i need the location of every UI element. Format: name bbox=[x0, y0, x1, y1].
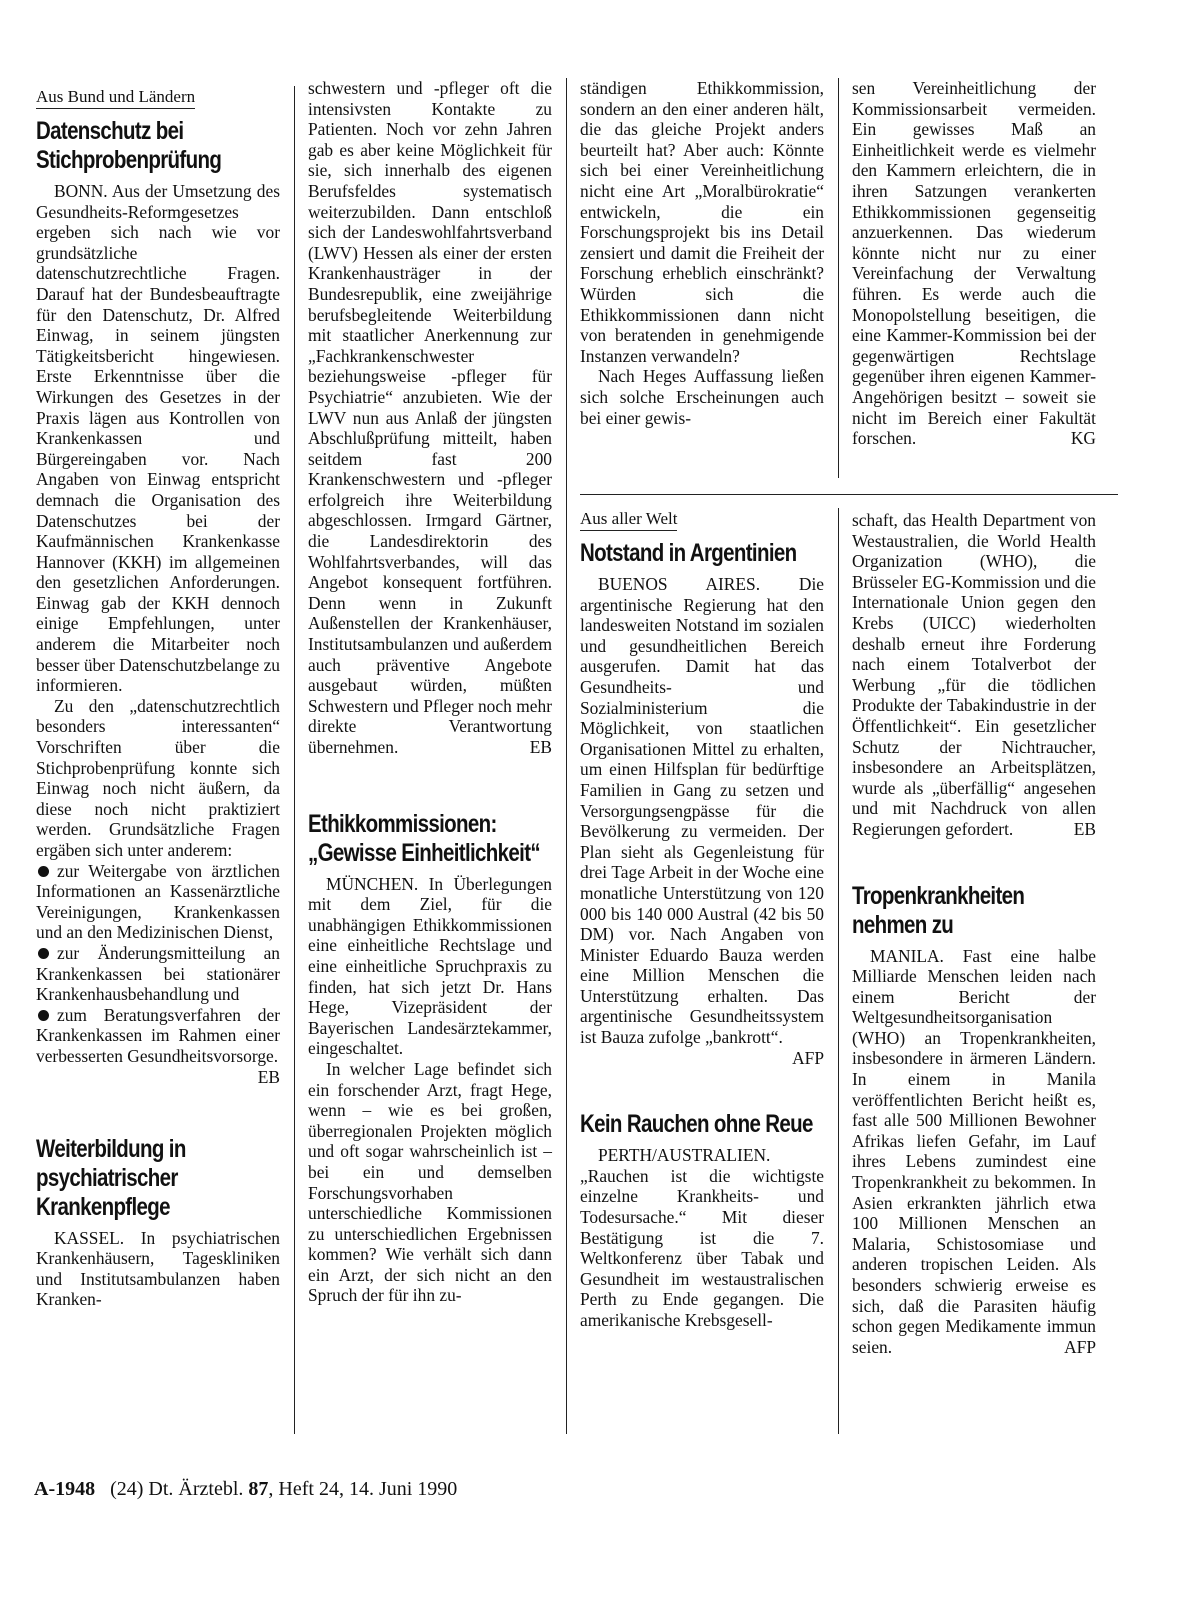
article-paragraph: ständigen Ethikkommission, sondern an den einer anderen hält, die das gleiche Projekt anders beurteilt hat? Aber auch: Könnte sich bei einer Vereinheitlichung nicht eine Art „Moralbürokratie“ entwickeln, die ein Forschungsprojekt bis ins Detail zensiert und damit die Freiheit der Forschung erheblich einschränkt? Würden sich die Ethikkommissionen dann nicht von beratenden in genehmigende Instanzen verwandeln? bbox=[580, 78, 824, 366]
article-paragraph: sen Vereinheitlichung der Kommissionsarbeit vermeiden. Ein gewisses Maß an Einheitlichkeit werde es vielmehr den Kammern erleichtern, die in ihren Satzungen verankerten Ethikkommissionen gegenseitig anzuerkennen. Das wiederum könnte nicht nur zu einer Vereinfachung der Verwaltung führen. Es werde auch die Monopolstellung beseitigen, die eine Kammer-Kommission bei der gegenwärtigen Rechtslage gegenüber ihren eigenen Kammer-Angehörigen besitzt – soweit sie nicht im Bereich einer Fakultät forschen. KG bbox=[852, 78, 1096, 449]
author-signature: AFP bbox=[792, 1047, 824, 1068]
article-paragraph: PERTH/AUSTRALIEN. „Rauchen ist die wichtigste einzelne Krankheits- und Todesursache.“ Mit dieser Bestätigung ist die 7. Weltkonferenz über Tabak und Gesundheit im westaustralischen Perth zu Ende gegangen. Die amerikanische Krebsgesell- bbox=[580, 1145, 824, 1330]
column-4 bbox=[852, 78, 1096, 449]
section-divider bbox=[580, 494, 1118, 495]
article-paragraph: KASSEL. In psychiatrischen Krankenhäusern, Tageskliniken und Institutsambulanzen haben Kranken- bbox=[36, 1227, 280, 1310]
page-number: A-1948 bbox=[34, 1478, 96, 1500]
author-signature: EB bbox=[257, 1066, 280, 1087]
author-signature: KG bbox=[1070, 428, 1096, 449]
column-3 bbox=[580, 78, 824, 428]
bullet-item: zum Beratungsverfahren der Krankenkassen im Rahmen einer verbesserten Gesundheitsvorsorge. EB bbox=[36, 1004, 280, 1087]
bullet-icon bbox=[38, 866, 49, 877]
article-paragraph: schaft, das Health Department von Westaustralien, die World Health Organization (WHO), die Brüsseler EG-Kommission und die Internationale Union gegen den Krebs (UICC) wiederholten deshalb erneut ihre Forderung nach einem Totalverbot der Werbung „für die tödlichen Produkte der Tabakindustrie in der Öffentlichkeit“. Ein gesetzlicher Schutz der Nichtraucher, insbesondere an Arbeitsplätzen, wurde als „überfällig“ angesehen und mit Nachdruck von allen Regierungen gefordert. EB bbox=[852, 510, 1096, 839]
bullet-icon bbox=[38, 1010, 49, 1021]
bullet-item: zur Änderungsmitteilung an Krankenkassen bei stationärer Krankenhausbehandlung und bbox=[36, 942, 280, 1005]
bullet-item: zur Weitergabe von ärztlichen Informationen an Kassenärztliche Vereinigungen, Krankenkassen und an den Medizinischen Dienst, bbox=[36, 860, 280, 943]
article-paragraph: BONN. Aus der Umsetzung des Gesundheits-Reformgesetzes ergeben sich nach wie vor grundsätzliche datenschutzrechtliche Fragen. Darauf hat der Bundesbeauftragte für den Datenschutz, Dr. Alfred Einwag, in seinem jüngsten Tätigkeitsbericht hingewiesen. Erste Erkenntnisse über die Wirkungen des Gesetzes in der Praxis lägen aus Kontrollen von Krankenkassen und Bürgereingaben vor. Nach Angaben von Einwag entspricht demnach die Organisation des Datenschutzes bei der Kaufmännischen Krankenkasse Hannover (KKH) im allgemeinen den gesetzlichen Anforderungen. Einwag gab der KKH dennoch einige Empfehlungen, unter anderem die Mitarbeiter noch besser über Datenschutzbelange zu informieren. bbox=[36, 181, 280, 696]
article-paragraph: schwestern und -pfleger oft die intensivsten Kontakte zu Patienten. Noch vor zehn Jahren gab es aber keine Möglichkeit für sie, sich innerhalb des eigenen Berufsfeldes systematisch weiterzubilden. Dann entschloß sich der Landeswohlfahrtsverband (LWV) Hessen als einer der ersten Krankenhausträger in der Bundesrepublik, eine zweijährige berufsbegleitende Weiterbildung mit staatlicher Anerkennung zur „Fachkrankenschwester beziehungsweise -pfleger für Psychiatrie“ anzubieten. Wie der LWV nun aus Anlaß der jüngsten Abschlußprüfung mitteilt, haben seitdem fast 200 Krankenschwestern und -pfleger erfolgreich ihre Weiterbildung abgeschlossen. Irmgard Gärtner, die Landesdirektorin des Wohlfahrtsverbandes, will das Angebot konsequent fortführen. Denn wenn in Zukunft Außenstellen der Krankenhäuser, Institutsambulanzen und außerdem auch präventive Angebote ausgebaut würden, müßten Schwestern und Pfleger noch mehr direkte Verantwortung übernehmen. EB bbox=[308, 78, 552, 757]
article-title: Weiterbildung in psychiatrischer Krankenpflege bbox=[36, 1134, 186, 1221]
bullet-icon bbox=[38, 948, 49, 959]
article-title: Notstand in Argentinien bbox=[580, 539, 797, 567]
journal-source: (24) Dt. Ärztebl. bbox=[110, 1478, 244, 1500]
author-signature: EB bbox=[1073, 818, 1096, 839]
section-label: Aus Bund und Ländern bbox=[36, 87, 195, 109]
article-title: Tropenkrankheiten nehmen zu bbox=[852, 881, 1025, 939]
author-signature: EB bbox=[529, 737, 552, 757]
journal-volume: 87 bbox=[248, 1478, 269, 1500]
article-title: Kein Rauchen ohne Reue bbox=[580, 1110, 813, 1139]
author-signature: AFP bbox=[1064, 1336, 1096, 1357]
journal-issue: , Heft 24, 14. Juni 1990 bbox=[268, 1478, 458, 1500]
article-paragraph: MANILA. Fast eine halbe Milliarde Menschen leiden nach einem Bericht der Weltgesundheitsorganisation (WHO) an Tropenkrankheiten, insbesondere in ärmeren Ländern. In einem in Manila veröffentlichten Bericht heißt es, fast alle 500 Millionen Bewohner Afrikas liefen Gefahr, im Lauf ihres Lebens zumindest eine Tropenkrankheit zu bekommen. In Asien erkrankten jährlich etwa 100 Millionen Menschen an Malaria, Schistosomiase und anderen tropischen Leiden. Als besonders schwierig erweise es sich, daß die Parasiten häufig schon gegen Medikamente immun seien. AFP bbox=[852, 945, 1096, 1357]
column-4-lower bbox=[852, 510, 1096, 1357]
column-divider bbox=[294, 86, 295, 1434]
article-title: Datenschutz bei Stichprobenprüfung bbox=[36, 117, 222, 174]
article-paragraph: Zu den „datenschutzrechtlich besonders interessanten“ Vorschriften über die Stichprobenprüfung konnte sich Einwag noch nicht äußern, da diese noch nicht praktiziert werden. Grundsätzliche Fragen ergäben sich unter anderem: bbox=[36, 695, 280, 860]
column-divider bbox=[566, 78, 567, 1434]
column-2 bbox=[308, 78, 552, 1306]
page-footer bbox=[34, 1478, 457, 1501]
column-1 bbox=[36, 86, 280, 1310]
column-divider bbox=[838, 508, 839, 1434]
article-paragraph: BUENOS AIRES. Die argentinische Regierung hat den landesweiten Notstand im sozialen und gesundheitlichen Bereich ausgerufen. Damit hat das Gesundheits- und Sozialministerium die Möglichkeit, von staatlichen Organisationen Mittel zu erhalten, um einen Hilfsplan für bedürftige Familien in Gang zu setzen und Versorgungsengpässe für die Bevölkerung zu vermeiden. Der Plan sieht als Gegenleistung für drei Tage Arbeit in der Woche eine monatliche Unterstützung von 120 000 bis 140 000 Austral (42 bis 50 DM) vor. Nach Angaben von Minister Eduardo Bauza werden eine Million Menschen die Unterstützung erhalten. Das argentinische Gesundheitssystem ist Bauza zufolge „bankrott“. AFP bbox=[580, 574, 824, 1068]
column-divider bbox=[838, 78, 839, 478]
article-title: Ethikkommissionen: „Gewisse Einheitlichkeit“ bbox=[308, 809, 540, 867]
article-paragraph: In welcher Lage befindet sich ein forschender Arzt, fragt Hege, wenn – wie es bei großen, überregionalen Projekten möglich und oft sogar wahrscheinlich ist – bei ein und demselben Forschungsvorhaben unterschiedliche Kommissionen zu unterschiedlichen Ergebnissen kommen? Wie verhält sich dann ein Arzt, der sich nicht an den Spruch der für ihn zu- bbox=[308, 1058, 552, 1306]
article-paragraph: Nach Heges Auffassung ließen sich solche Erscheinungen auch bei einer gewis- bbox=[580, 366, 824, 428]
article-paragraph: MÜNCHEN. In Überlegungen mit dem Ziel, für die unabhängigen Ethikkommissionen eine einheitliche Rechtslage und eine einheitliche Spruchpraxis zu finden, hat sich jetzt Dr. Hans Hege, Vizepräsident der Bayerischen Landesärztekammer, eingeschaltet. bbox=[308, 873, 552, 1059]
section-label: Aus aller Welt bbox=[580, 509, 677, 531]
column-3-lower bbox=[580, 508, 824, 1331]
